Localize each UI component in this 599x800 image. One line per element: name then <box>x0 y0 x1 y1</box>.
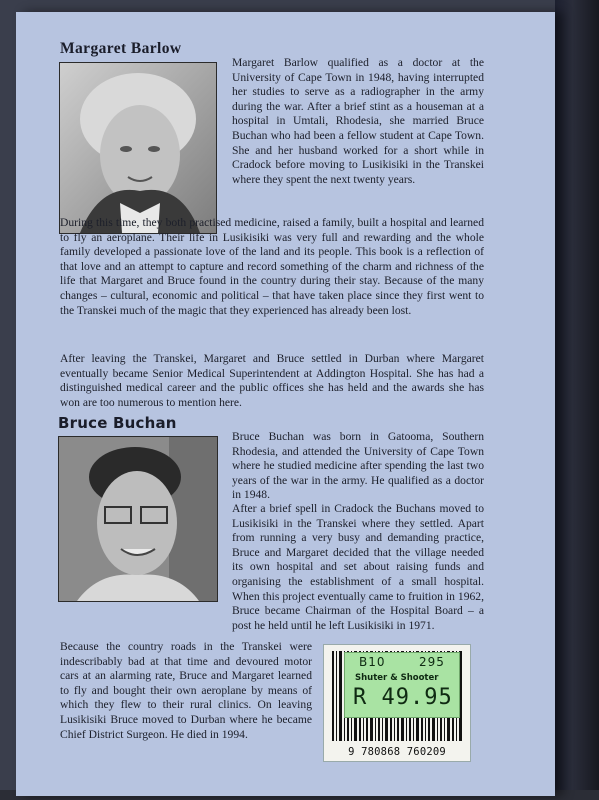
sticker-price: R 49.95 <box>353 685 453 710</box>
bruce-bio-continued: After a brief spell in Cradock the Buchans moved to Lusikisiki in the Transkei where they settled. Apart from running a very busy and demanding practice, Bruce and Margaret decided that the village needed its own hospital and set about raising funds and organising the establishment of a small hospital. When this project eventually came to fruition in 1962, Bruce became Chairman of the Hospital Board – a post he held until he left Lusikisiki in 1971. <box>232 502 484 632</box>
portrait-photo-margaret <box>59 62 217 234</box>
price-sticker <box>344 652 460 718</box>
bruce-bio-paragraph: Bruce Buchan was born in Gatooma, Southern Rhodesia, and attended the University of Cape Town where he studied medicine after spending the last two years of the war in the army. He qualified as a doctor in 1948. <box>232 430 484 502</box>
author-name-margaret: Margaret Barlow <box>60 40 182 57</box>
portrait-photo-bruce <box>58 436 218 602</box>
sticker-shop-name: Shuter & Shooter <box>355 673 439 683</box>
margaret-bio-end: After leaving the Transkei, Margaret and Bruce settled in Durban where Margaret eventually became Senior Medical Superintendent at Addington Hospital. She has had a distinguished medical career and the public offices she has held and the awards she has won are too numerous to mention here. <box>60 352 484 409</box>
author-name-bruce: Bruce Buchan <box>58 414 177 432</box>
sticker-code-left: B10 <box>359 655 386 669</box>
bruce-bio-end: Because the country roads in the Transkei were indescribably bad at that time and devoured motor cars at an alarming rate, Bruce and Margaret learned to fly and bought their own aeroplane by means of which they flew to their rural clinics. On leaving Lusikisiki Bruce moved to Durban where he became Chief District Surgeon. He died in 1994. <box>60 640 312 741</box>
margaret-bio-continued: During this time, they both practised medicine, raised a family, built a hospital and learned to fly an aeroplane. Their life in Lusikisiki was very full and rewarding and the whole family developed a passionate love of the land and its people. This book is a reflection of that love and an attempt to capture and record something of the charm and richness of the life that Margaret and Bruce found in the country during their stay. Because of the many changes – cultural, economic and political – that have taken place since they first went to the Transkei much of the magic that they experienced has already been lost. <box>60 216 484 317</box>
book-spine <box>555 0 599 800</box>
sticker-code-right: 295 <box>419 655 445 669</box>
margaret-bio-paragraph: Margaret Barlow qualified as a doctor at the University of Cape Town in 1948, having interrupted her studies to serve as a radiographer in the army during the war. After a brief stint as a houseman at a hospital in Umtali, Rhodesia, she married Bruce Buchan who had been a fellow student at Cape Town. She and her husband worked for a short while in Cradock before moving to Lusikisiki in the Transkei where they spent the next twenty years. <box>232 56 484 186</box>
isbn-number: 9 780868 760209 <box>348 746 446 758</box>
